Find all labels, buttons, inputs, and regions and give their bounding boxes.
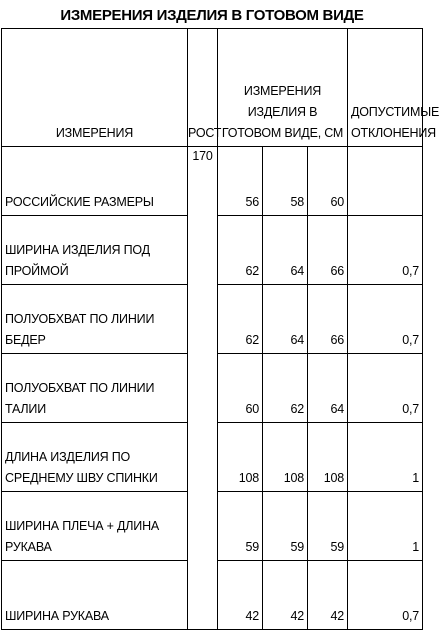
row-name: ШИРИНА ПЛЕЧА + ДЛИНА РУКАВА xyxy=(2,492,188,561)
row-tolerance: 0,7 xyxy=(348,285,423,354)
header-measurements: ИЗМЕРЕНИЯ xyxy=(2,29,188,147)
row-value: 59 xyxy=(218,492,263,561)
row-name: ШИРИНА ИЗДЕЛИЯ ПОД ПРОЙМОЙ xyxy=(2,216,188,285)
row-value: 58 xyxy=(263,147,308,216)
row-tolerance: 1 xyxy=(348,423,423,492)
row-value: 42 xyxy=(308,561,348,630)
table-header-row xyxy=(2,29,423,147)
row-name: ШИРИНА РУКАВА xyxy=(2,561,188,630)
row-name: ДЛИНА ИЗДЕЛИЯ ПО СРЕДНЕМУ ШВУ СПИНКИ xyxy=(2,423,188,492)
row-value: 62 xyxy=(263,354,308,423)
row-value: 42 xyxy=(263,561,308,630)
row-value: 66 xyxy=(308,285,348,354)
row-value: 66 xyxy=(308,216,348,285)
row-value: 56 xyxy=(218,147,263,216)
header-tolerance: ДОПУСТИМЫЕ ОТКЛОНЕНИЯ xyxy=(348,29,423,147)
row-value: 59 xyxy=(308,492,348,561)
row-tolerance xyxy=(348,147,423,216)
row-value: 60 xyxy=(218,354,263,423)
row-value: 62 xyxy=(218,216,263,285)
row-name: ПОЛУОБХВАТ ПО ЛИНИИ ТАЛИИ xyxy=(2,354,188,423)
row-name: ПОЛУОБХВАТ ПО ЛИНИИ БЕДЕР xyxy=(2,285,188,354)
row-value: 62 xyxy=(218,285,263,354)
height-value xyxy=(188,147,218,630)
row-value: 64 xyxy=(263,285,308,354)
measurements-table xyxy=(1,28,439,630)
page-title: ИЗМЕРЕНИЯ ИЗДЕЛИЯ В ГОТОВОМ ВИДЕ xyxy=(60,7,364,24)
table-row xyxy=(2,147,423,216)
row-value: 108 xyxy=(263,423,308,492)
row-name: РОССИЙСКИЕ РАЗМЕРЫ xyxy=(2,147,188,216)
row-tolerance: 0,7 xyxy=(348,216,423,285)
row-value: 108 xyxy=(308,423,348,492)
row-tolerance: 0,7 xyxy=(348,354,423,423)
row-value: 64 xyxy=(263,216,308,285)
row-value: 64 xyxy=(308,354,348,423)
header-height: РОСТ xyxy=(188,29,218,147)
row-value: 108 xyxy=(218,423,263,492)
row-tolerance: 0,7 xyxy=(348,561,423,630)
row-value: 60 xyxy=(308,147,348,216)
row-value: 59 xyxy=(263,492,308,561)
height-value-text: 170 xyxy=(192,149,213,163)
row-tolerance: 1 xyxy=(348,492,423,561)
row-value: 42 xyxy=(218,561,263,630)
header-finished-sizes: ИЗМЕРЕНИЯ ИЗДЕЛИЯ В ГОТОВОМ ВИДЕ, СМ xyxy=(218,29,348,147)
